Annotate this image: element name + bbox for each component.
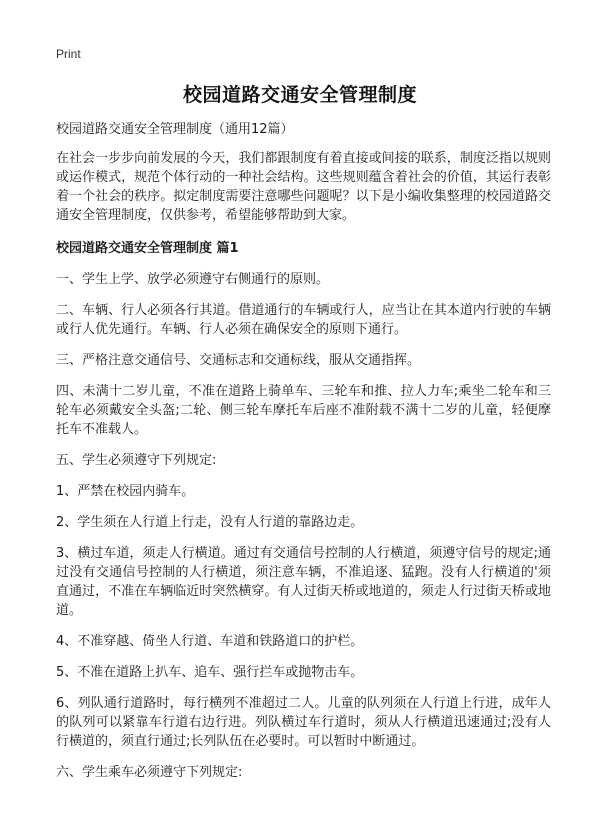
paragraph: 2、学生须在人行道上行走，没有人行道的靠路边走。 — [56, 515, 364, 530]
paragraph: 一、学生上学、放学必须遵守右侧通行的原则。 — [56, 272, 330, 287]
paragraph: 五、学生必须遵守下列规定: — [56, 453, 217, 468]
page-title: 校园道路交通安全管理制度 — [182, 84, 417, 106]
paragraph: 四、未满十二岁儿童，不准在道路上骑单车、三轮车和推、拉人力车;乘坐二轮车和三轮车必须戴安全头盔;二轮、侧三轮车摩托车后座不准附载不满十二岁的儿童，轻便摩托车不准载人。 — [56, 384, 551, 437]
paragraph: 5、不准在道路上扒车、追车、强行拦车或抛物击车。 — [56, 665, 364, 680]
document-body — [56, 120, 551, 794]
paragraph: 二、车辆、行人必须各行其道。借道通行的车辆或行人，应当让在其本道内行驶的车辆或行人优先通行。车辆、行人必须在确保安全的原则下通行。 — [56, 303, 551, 337]
paragraph: 6、列队通行道路时，每行横列不准超过二人。儿童的队列须在人行道上行进，成年人的队列可以紧靠车行道右边行进。列队横过车行道时，须从人行横道迅速通过;没有人行横道的，须直行通过;长列队伍在必要时。可以暂时中断通过。 — [56, 696, 551, 749]
intro-paragraph: 在社会一步步向前发展的今天，我们都跟制度有着直接或间接的联系，制度泛指以规则或运作模式，规范个体行动的一种社会结构。这些规则蕴含着社会的价值，其运行表彰着一个社会的秩序。拟定制度需要注意哪些问题呢？以下是小编收集整理的校园道路交通安全管理制度，仅供参考，希望能够帮助到大家。 — [56, 151, 551, 223]
paragraph: 三、严格注意交通信号、交通标志和交通标线，服从交通指挥。 — [56, 353, 421, 368]
print-link[interactable]: Print — [56, 47, 81, 61]
paragraph: 六、学生乘车必须遵守下列规定: — [56, 765, 243, 780]
section-heading: 校园道路交通安全管理制度 篇1 — [56, 241, 239, 256]
paragraph: 1、严禁在校园内骑车。 — [56, 484, 195, 499]
paragraph: 4、不准穿越、倚坐人行道、车道和铁路道口的护栏。 — [56, 634, 364, 649]
paragraph: 3、横过车道，须走人行横道。通过有交通信号控制的人行横道，须遵守信号的规定;通过没有交通信号控制的人行横道，须注意车辆，不准追逐、猛跑。没有人行横道的'须直通过，不准在车辆临近时突然横穿。有人过街天桥或地道的，须走人行过街天桥或地道。 — [56, 546, 551, 618]
document-subtitle: 校园道路交通安全管理制度（通用12篇） — [56, 122, 294, 137]
